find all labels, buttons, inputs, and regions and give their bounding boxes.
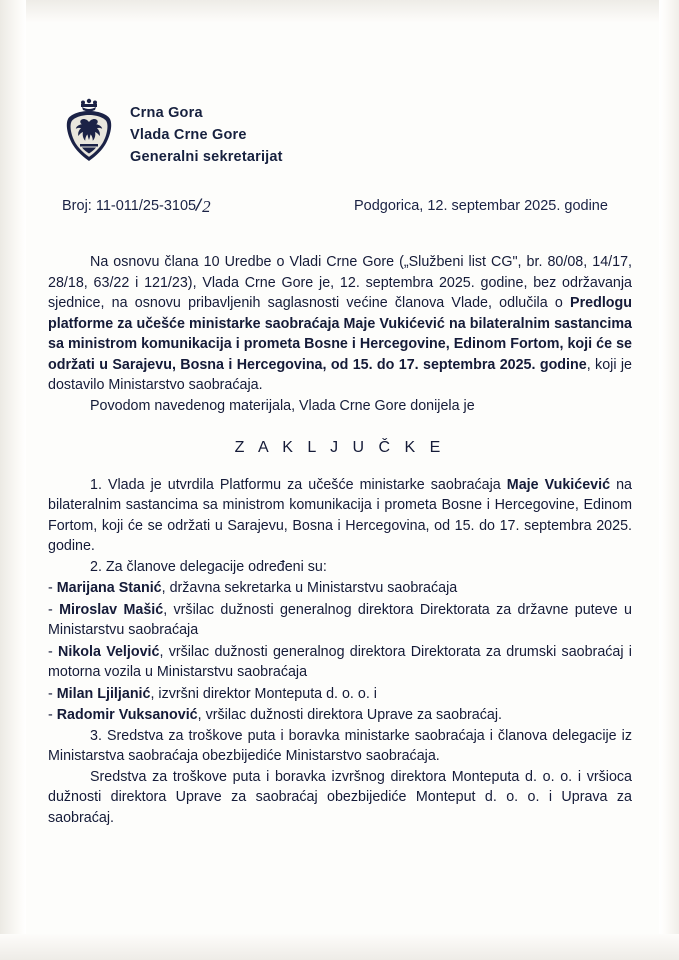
point-2: 2. Za članove delegacije određeni su:	[90, 558, 327, 575]
montenegro-coat-of-arms-icon	[62, 98, 116, 164]
preamble-paragraph	[48, 252, 632, 396]
header-text-block	[130, 98, 283, 168]
point-1-bold-name: Maje Vukićević	[506, 476, 611, 493]
point-1-text-before: 1. Vlada je utvrdila Platformu za učešće ministarke saobraćaja	[90, 476, 507, 493]
document-body	[48, 252, 632, 828]
delegation-member-5-name: Radomir Vuksanović	[56, 707, 198, 723]
reference-value: 11-011/25-3105	[95, 198, 197, 214]
preamble-segment-1: Na osnovu člana 10 Uredbe o Vladi Crne Gore („Službeni list CG", br. 80/08, 14/17, 28/18, 63/22 i 121/23), Vlada Crne Gore je, 12. septembra 2025. godine, bez održavanja sjednice, na osnovu pribavljenih saglasnosti većine članova Vlade, odlučila o	[48, 254, 632, 311]
place-and-date: Podgorica, 12. septembar 2025. godine	[354, 198, 608, 214]
point-1	[48, 475, 632, 557]
delegation-member-2: - Miroslav Mašić, vršilac dužnosti generalnog direktora Direktorata za državne puteve u Ministarstvu saobraćaja	[48, 601, 632, 638]
point-3: 3. Sredstva za troškove puta i boravka ministarke saobraćaja i članova delegacije iz Ministarstva saobraćaja obezbijediće Ministarstvo saobraćaja.	[48, 727, 632, 764]
reference-number	[62, 194, 210, 215]
delegation-member-5: - Radomir Vuksanović, vršilac dužnosti direktora Uprave za saobraćaj.	[48, 707, 502, 723]
delegation-member-2-name: Miroslav Mašić	[59, 601, 164, 618]
preamble-segment-2: , koji je dostavilo Ministarstvo saobraćaja.	[48, 356, 632, 393]
delegation-member-3-role: , vršilac dužnosti generalnog direktora Direktorata za drumski saobraćaj i motorna vozila u Ministarstvu saobraćaja	[48, 643, 632, 680]
document-header	[62, 98, 283, 168]
reference-separator: /	[194, 194, 204, 216]
delegation-member-4-name: Milan Ljiljanić	[56, 685, 151, 702]
delegation-member-4-role: , izvršni direktor Monteputa d. o. o. i	[150, 685, 377, 702]
preamble-bold-subject: Predlogu platforme za učešće ministarke saobraćaja Maje Vukićević na bilateralnim sastancima sa ministrom komunikacija i prometa Bosne i Hercegovine, Edinom Fortom, koji će se održati u Sarajevu, Bosna i Hercegovina, od 15. do 17. septembra 2025. godine	[48, 295, 632, 373]
preamble-paragraph-2: Povodom navedenog materijala, Vlada Crne Gore donijela je	[90, 397, 475, 414]
point-1-text-after: na bilateralnim sastancima sa ministrom komunikacija i prometa Bosne i Hercegovine, Edinom Fortom, koji će se održati u Sarajevu, Bosna i Hercegovina, od 15. do 17. septembra 2025. godine.	[48, 476, 633, 554]
reference-suffix: 2	[202, 197, 211, 216]
header-line-secretariat: Generalni sekretarijat	[130, 149, 283, 165]
header-line-government: Vlada Crne Gore	[130, 127, 247, 143]
header-line-country: Crna Gora	[130, 105, 203, 121]
reference-label: Broj:	[62, 198, 92, 214]
closing-paragraph: Sredstva za troškove puta i boravka izvršnog direktora Monteputa d. o. o. i vršioca dužnosti direktora Uprave za saobraćaj obezbijediće Monteput d. o. o. i Uprava za saobraćaj.	[48, 768, 632, 826]
delegation-member-1: - Marijana Stanić, državna sekretarka u Ministarstvu saobraćaja	[48, 580, 458, 596]
delegation-member-3-name: Nikola Veljović	[58, 643, 160, 660]
delegation-member-3: - Nikola Veljović, vršilac dužnosti generalnog direktora Direktorata za drumski saobraćaj i motorna vozila u Ministarstvu saobraćaja	[48, 643, 632, 680]
delegation-member-4: - Milan Ljiljanić, izvršni direktor Monteputa d. o. o. i	[48, 685, 377, 702]
delegation-member-1-role: , državna sekretarka u Ministarstvu saobraćaja	[161, 580, 458, 596]
delegation-member-2-role: , vršilac dužnosti generalnog direktora Direktorata za državne puteve u Ministarstvu saobraćaja	[48, 601, 632, 638]
delegation-member-1-name: Marijana Stanić	[56, 580, 162, 596]
document-title: Z A K L J U Č K E	[234, 439, 446, 456]
delegation-member-5-role: , vršilac dužnosti direktora Uprave za saobraćaj.	[197, 707, 502, 723]
